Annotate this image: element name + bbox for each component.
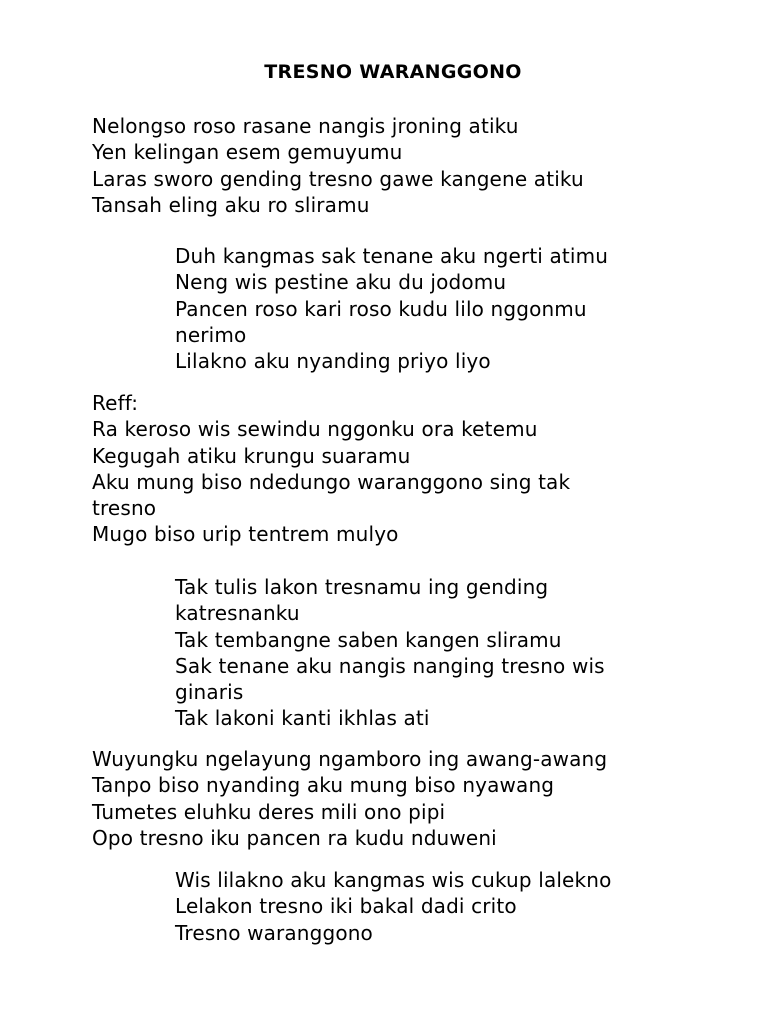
stanza-verse-5 [92,746,607,851]
lyric-line: Wuyungku ngelayung ngamboro ing awang-awang [92,747,608,771]
page-title: TRESNO WARANGGONO [264,61,522,83]
lyric-line: Tanpo biso nyanding aku mung biso nyawang [92,773,555,798]
stanza-verse-1 [92,113,584,218]
lyric-line: Tansah eling aku ro sliramu [92,192,370,217]
reff-label: Reff: [92,391,139,415]
lyric-line: Neng wis pestine aku du jodomu [175,270,507,295]
stanza-reff [92,390,570,548]
lyric-line: Tak tembangne saben kangen sliramu [175,627,562,652]
lyric-line: Kegugah atiku krungu suaramu [92,443,411,468]
stanza-verse-4 [175,574,605,732]
lyric-line: Mugo biso urip tentrem mulyo [92,522,399,547]
lyric-line: Ra keroso wis sewindu nggonku ora ketemu [92,417,538,442]
lyric-line: Aku mung biso ndedungo waranggono sing tak [92,469,571,494]
lyric-line: Nelongso roso rasane nangis jroning atiku [92,114,519,138]
stanza-verse-2 [175,243,608,374]
lyric-line: Laras sworo gending tresno gawe kangene atiku [92,166,584,191]
lyric-line: katresnanku [175,601,300,626]
lyric-line: ginaris [175,680,244,705]
lyric-line: Lelakon tresno iki bakal dadi crito [175,894,517,919]
lyric-line: Opo tresno iku pancen ra kudu nduweni [92,825,497,850]
lyric-line: Sak tenane aku nangis nanging tresno wis [175,653,605,678]
stanza-verse-6 [175,867,611,946]
lyric-line: tresno [92,496,157,521]
lyric-line: Tak lakoni kanti ikhlas ati [175,706,430,731]
lyric-line: Duh kangmas sak tenane aku ngerti atimu [175,244,609,268]
lyric-line: Tak tulis lakon tresnamu ing gending [175,575,549,599]
lyric-line: Lilakno aku nyanding priyo liyo [175,349,491,374]
lyric-line: Tumetes eluhku deres mili ono pipi [92,799,446,824]
lyric-line: Yen kelingan esem gemuyumu [92,140,403,165]
lyric-line: nerimo [175,322,247,347]
lyric-line: Pancen roso kari roso kudu lilo nggonmu [175,296,587,321]
lyric-line: Wis lilakno aku kangmas wis cukup lalekno [175,868,612,892]
lyric-line: Tresno waranggono [175,920,373,945]
